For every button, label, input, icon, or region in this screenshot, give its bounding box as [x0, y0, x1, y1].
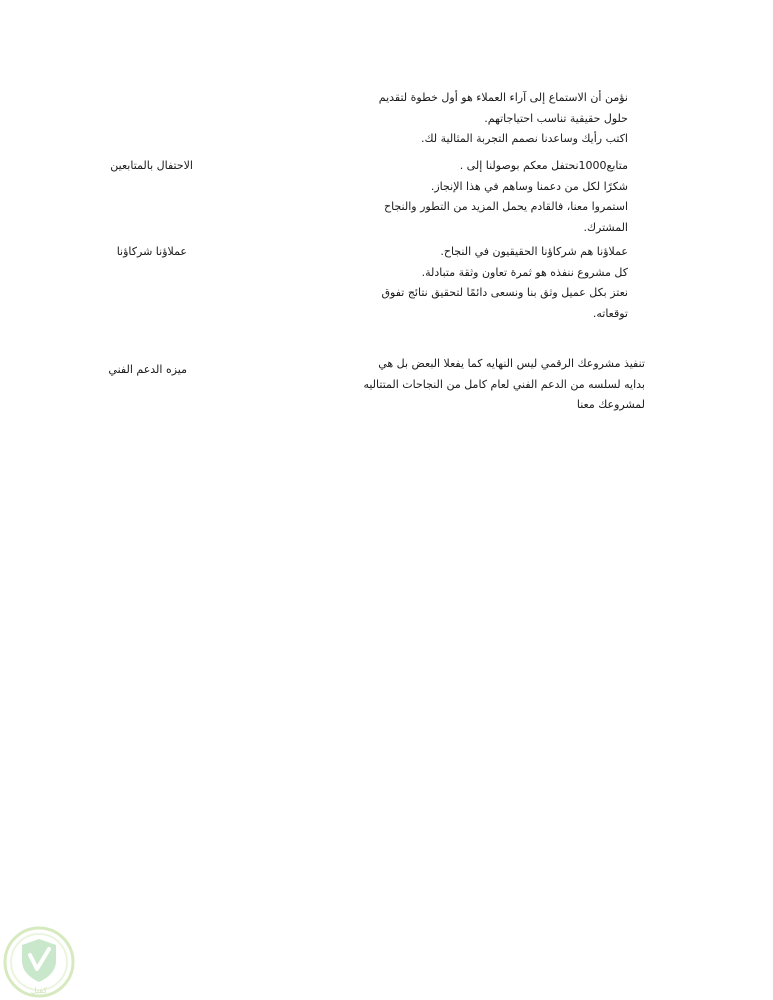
paragraph-line: كل مشروع ننفذه هو ثمرة تعاون وثقة متبادلة.	[421, 265, 628, 279]
paragraph-line: نؤمن أن الاستماع إلى آراء العملاء هو أول خطوة لتقديم	[378, 91, 628, 104]
paragraph-customer-feedback	[379, 88, 628, 150]
paragraph-line: شكرًا لكل من دعمنا وساهم في هذا الإنجاز.	[430, 179, 628, 193]
paragraph-line: متابع1000نحتفل معكم بوصولنا إلى .	[459, 159, 628, 172]
paragraph-line: توقعاته.	[592, 306, 628, 320]
section-label-support: ميزه الدعم الفني	[108, 363, 187, 376]
paragraph-line: استمروا معنا، فالقادم يحمل المزيد من التطور والنجاح	[384, 200, 628, 213]
paragraph-followers-celebration	[384, 156, 628, 238]
watermark-text: كفيل	[30, 986, 48, 995]
paragraph-line: المشترك.	[583, 220, 628, 234]
paragraph-line: لمشروعك معنا	[576, 398, 645, 411]
paragraph-line: بدايه لسلسه من الدعم الفني لعام كامل من النجاحات المتتاليه	[363, 377, 645, 391]
shield-logo-icon	[2, 925, 76, 999]
paragraph-line: تنفيذ مشروعك الرقمي ليس النهايه كما يفعلا البعض بل هي	[378, 357, 645, 370]
paragraph-technical-support	[363, 354, 645, 416]
paragraph-clients-partners	[381, 242, 628, 324]
paragraph-line: عملاؤنا هم شركاؤنا الحقيقيون في النجاح.	[440, 245, 628, 258]
paragraph-line: نعتز بكل عميل وثق بنا ونسعى دائمًا لتحقيق نتائج تفوق	[381, 286, 628, 299]
section-label-followers: الاحتفال بالمتابعين	[110, 159, 193, 172]
section-label-partners: عملاؤنا شركاؤنا	[116, 245, 187, 258]
paragraph-line: حلول حقيقية تناسب احتياجاتهم.	[484, 111, 628, 125]
paragraph-line: اكتب رأيك وساعدنا نصمم التجربة المثالية لك.	[421, 132, 628, 145]
